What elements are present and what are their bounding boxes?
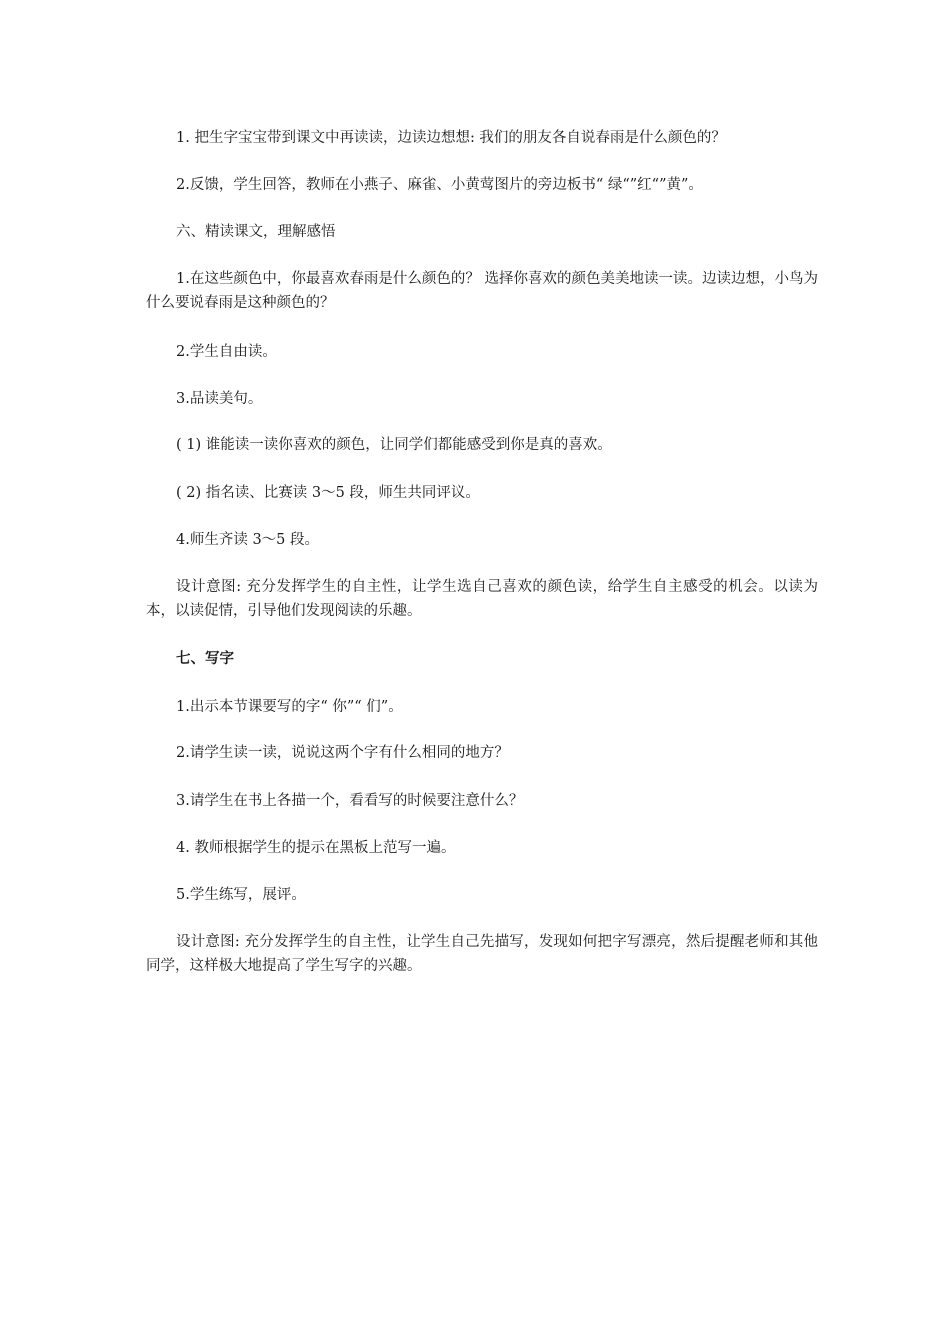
text-line-sentence-reading: 3.品读美句。: [176, 391, 263, 407]
design-intent-paragraph-1: 设计意图: 充分发挥学生的自主性，让学生选自己喜欢的颜色读，给学生自主感受的机会。以读为本，以读促情，引导他们发现阅读的乐趣。: [146, 579, 818, 619]
text-line-practice: 5.学生练写，展评。: [176, 887, 306, 903]
section-heading-7: 七、写字: [176, 650, 234, 667]
text-line-read-characters: 2.请学生读一读，说说这两个字有什么相同的地方？: [176, 745, 509, 761]
text-line-2: 2.反馈，学生回答，教师在小燕子、麻雀、小黄莺图片的旁边板书“ 绿“”红“”黄”。: [176, 177, 703, 193]
design-intent-paragraph-2: 设计意图: 充分发挥学生的自主性，让学生自己先描写，发现如何把字写漂亮，然后提醒老师和其他同学，这样极大地提高了学生写字的兴趣。: [146, 934, 818, 974]
text-line-group-reading: 4.师生齐读 3～5 段。: [176, 532, 320, 548]
text-line-sub-1: ( 1) 谁能读一读你喜欢的颜色，让同学们都能感受到你是真的喜欢。: [176, 437, 612, 453]
text-line-teacher-demo: 4. 教师根据学生的提示在黑板上范写一遍。: [176, 840, 456, 856]
text-line-1: 1. 把生字宝宝带到课文中再读读，边读边想想: 我们的朋友各自说春雨是什么颜色的？: [176, 130, 726, 146]
text-line-trace-characters: 3.请学生在书上各描一个，看看写的时候要注意什么？: [176, 793, 524, 809]
text-line-show-characters: 1.出示本节课要写的字“ 你”“ 们”。: [176, 699, 403, 715]
text-line-sub-2: ( 2) 指名读、比赛读 3～5 段，师生共同评议。: [176, 485, 480, 501]
paragraph-favorite-color: 1.在这些颜色中，你最喜欢春雨是什么颜色的？ 选择你喜欢的颜色美美地读一读。边读边想，小鸟为什么要说春雨是这种颜色的？: [146, 271, 818, 311]
section-heading-6: 六、精读课文，理解感悟: [176, 224, 336, 240]
text-line-free-reading: 2.学生自由读。: [176, 344, 277, 360]
